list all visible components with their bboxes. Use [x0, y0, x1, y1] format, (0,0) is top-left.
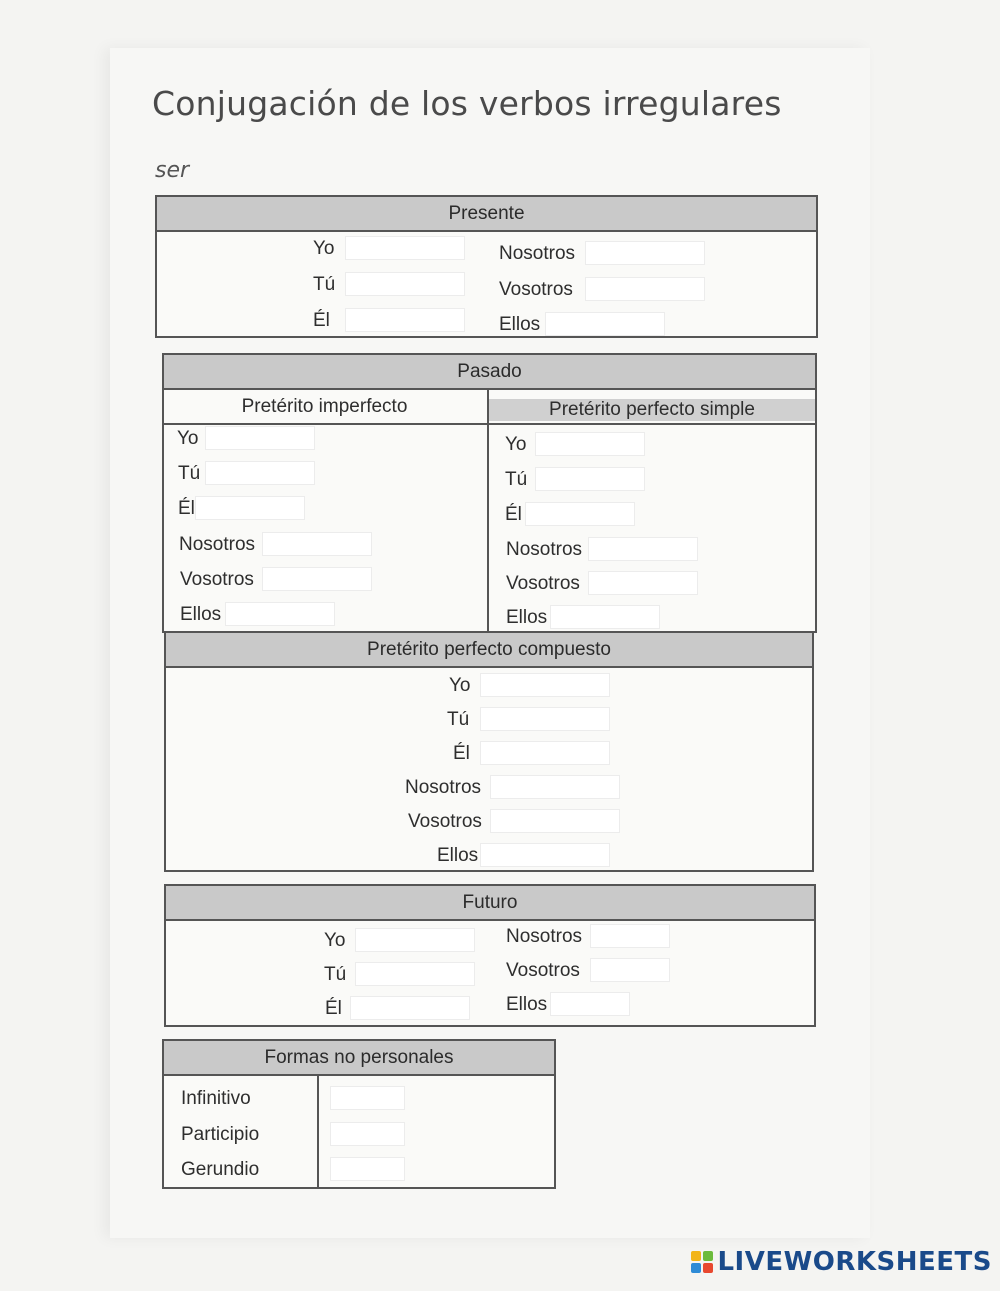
compuesto-vosotros-input[interactable] [490, 809, 620, 833]
perfecto-simple-nosotros-input[interactable] [588, 537, 698, 561]
presente-vosotros-input[interactable] [585, 277, 705, 301]
logo-square-blue [691, 1263, 701, 1273]
perfecto-simple-header: Pretérito perfecto simple [489, 399, 815, 421]
liveworksheets-logo [691, 1247, 992, 1277]
futuro-pronoun-yo: Yo [324, 930, 346, 951]
presente-nosotros-input[interactable] [585, 241, 705, 265]
compuesto-yo-input[interactable] [480, 673, 610, 697]
presente-pronoun-el: Él [313, 310, 330, 331]
compuesto-pronoun-el: Él [453, 743, 470, 764]
perfecto-simple-yo-input[interactable] [535, 432, 645, 456]
futuro-table [164, 884, 816, 1027]
compuesto-nosotros-input[interactable] [490, 775, 620, 799]
presente-header: Presente [157, 197, 816, 232]
futuro-tu-input[interactable] [355, 962, 475, 986]
perfecto-simple-pronoun-ellos: Ellos [506, 607, 548, 628]
futuro-nosotros-input[interactable] [590, 924, 670, 948]
imperfecto-nosotros-input[interactable] [262, 532, 372, 556]
presente-tu-input[interactable] [345, 272, 465, 296]
imperfecto-vosotros-input[interactable] [262, 567, 372, 591]
logo-square-green [703, 1251, 713, 1261]
futuro-vosotros-input[interactable] [590, 958, 670, 982]
verb-label: ser [155, 158, 190, 183]
imperfecto-tu-input[interactable] [205, 461, 315, 485]
perfecto-simple-pronoun-vosotros: Vosotros [506, 573, 580, 594]
presente-yo-input[interactable] [345, 236, 465, 260]
compuesto-ellos-input[interactable] [480, 843, 610, 867]
presente-pronoun-nosotros: Nosotros [499, 243, 576, 264]
compuesto-pronoun-nosotros: Nosotros [405, 777, 482, 798]
presente-pronoun-tu: Tú [313, 274, 336, 295]
imperfecto-pronoun-tu: Tú [178, 463, 201, 484]
presente-el-input[interactable] [345, 308, 465, 332]
pasado-table [162, 353, 817, 633]
liveworksheets-logo-icon [691, 1251, 713, 1273]
liveworksheets-logo-text: LIVEWORKSHEETS [717, 1247, 992, 1277]
perfecto-simple-ellos-input[interactable] [550, 605, 660, 629]
presente-ellos-input[interactable] [545, 312, 665, 336]
formas-gerundio-input[interactable] [330, 1157, 405, 1181]
perfecto-simple-tu-input[interactable] [535, 467, 645, 491]
futuro-pronoun-tu: Tú [324, 964, 347, 985]
futuro-ellos-input[interactable] [550, 992, 630, 1016]
imperfecto-pronoun-ellos: Ellos [180, 604, 222, 625]
compuesto-el-input[interactable] [480, 741, 610, 765]
compuesto-tu-input[interactable] [480, 707, 610, 731]
futuro-pronoun-el: Él [325, 998, 342, 1019]
page-title: Conjugación de los verbos irregulares [152, 84, 782, 123]
compuesto-pronoun-yo: Yo [449, 675, 471, 696]
futuro-el-input[interactable] [350, 996, 470, 1020]
compuesto-pronoun-ellos: Ellos [437, 845, 479, 866]
perfecto-simple-el-input[interactable] [525, 502, 635, 526]
perfecto-simple-pronoun-el: Él [505, 504, 522, 525]
formas-participio-input[interactable] [330, 1122, 405, 1146]
formas-gerundio-label: Gerundio [181, 1159, 260, 1180]
imperfecto-el-input[interactable] [195, 496, 305, 520]
formas-column-divider [317, 1074, 319, 1187]
imperfecto-header: Pretérito imperfecto [241, 396, 408, 417]
futuro-pronoun-vosotros: Vosotros [506, 960, 580, 981]
logo-square-red [703, 1263, 713, 1273]
formas-infinitivo-input[interactable] [330, 1086, 405, 1110]
presente-table [155, 195, 818, 338]
futuro-pronoun-ellos: Ellos [506, 994, 548, 1015]
imperfecto-pronoun-el: Él [178, 498, 195, 519]
perfecto-compuesto-header: Pretérito perfecto compuesto [166, 633, 812, 668]
futuro-pronoun-nosotros: Nosotros [506, 926, 583, 947]
perfecto-simple-pronoun-nosotros: Nosotros [506, 539, 583, 560]
compuesto-pronoun-tu: Tú [447, 709, 470, 730]
perfecto-simple-pronoun-tu: Tú [505, 469, 528, 490]
formas-participio-label: Participio [181, 1124, 260, 1145]
presente-pronoun-ellos: Ellos [499, 314, 541, 335]
compuesto-pronoun-vosotros: Vosotros [408, 811, 482, 832]
presente-pronoun-yo: Yo [313, 238, 335, 259]
perfecto-simple-pronoun-yo: Yo [505, 434, 527, 455]
logo-square-yellow [691, 1251, 701, 1261]
perfecto-simple-vosotros-input[interactable] [588, 571, 698, 595]
presente-pronoun-vosotros: Vosotros [499, 279, 573, 300]
imperfecto-pronoun-yo: Yo [177, 428, 199, 449]
formas-header: Formas no personales [164, 1041, 554, 1076]
formas-infinitivo-label: Infinitivo [181, 1088, 251, 1109]
futuro-header: Futuro [166, 886, 814, 921]
futuro-yo-input[interactable] [355, 928, 475, 952]
imperfecto-ellos-input[interactable] [225, 602, 335, 626]
pasado-header: Pasado [164, 355, 815, 390]
imperfecto-pronoun-nosotros: Nosotros [179, 534, 256, 555]
pasado-subheader-line [162, 423, 817, 425]
imperfecto-yo-input[interactable] [205, 426, 315, 450]
imperfecto-pronoun-vosotros: Vosotros [180, 569, 254, 590]
